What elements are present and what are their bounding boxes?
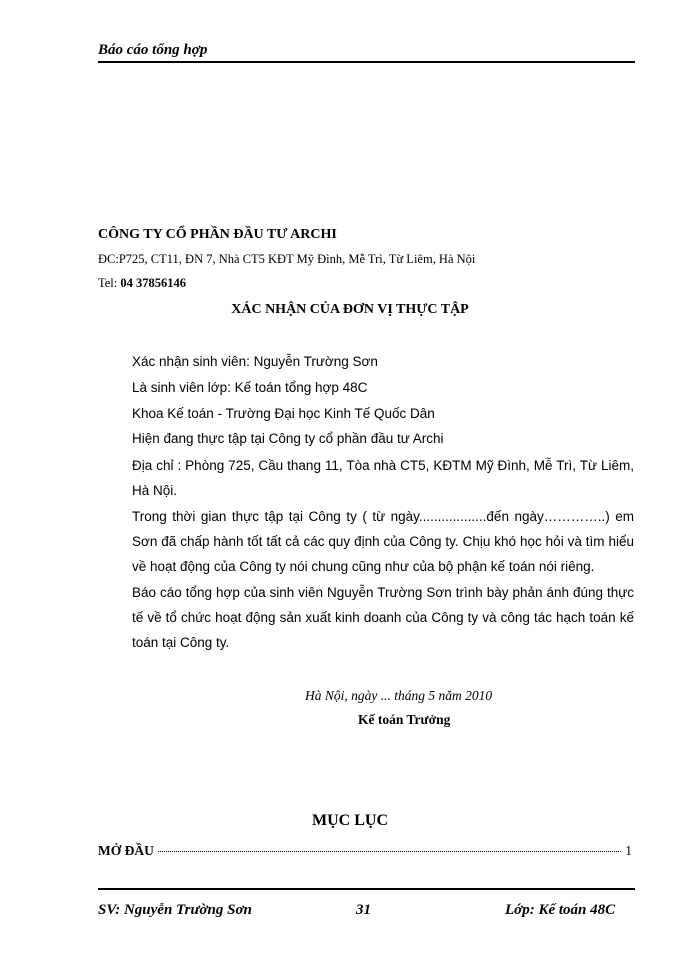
- toc-entry-page: 1: [625, 843, 632, 858]
- footer-student: SV: Nguyễn Trường Sơn: [98, 902, 252, 918]
- company-address: ĐC:P725, CT11, ĐN 7, Nhà CT5 KĐT Mỹ Đình, Mễ Trì, Từ Liêm, Hà Nội: [98, 252, 476, 266]
- signature-title: Kế toán Trưởng: [358, 712, 451, 727]
- phone-label: Tel:: [98, 276, 118, 290]
- header-rule: [98, 61, 635, 63]
- body-line-faculty: Khoa Kế toán - Trường Đại học Kinh Tế Quốc Dân: [132, 406, 435, 421]
- page-header-title: Báo cáo tổng hợp: [98, 42, 208, 58]
- document-title: XÁC NHẬN CỦA ĐƠN VỊ THỰC TẬP: [231, 302, 469, 317]
- toc-entry: [98, 843, 632, 859]
- body-paragraph-conduct: Trong thời gian thực tập tại Công ty ( từ ngày..................đến ngày…………..) em Sơn đã chấp hành tốt tất cả các quy định của Công ty. Chịu khó học hỏi và tìm hiểu về hoạt động của Công ty nói chung cũng như của bộ phận kế toán nói riêng.: [132, 509, 634, 574]
- footer-page-number: 31: [356, 902, 371, 918]
- body-line-class: Là sinh viên lớp: Kế toán tổng hợp 48C: [132, 380, 368, 395]
- body-paragraph-report: Báo cáo tổng hợp của sinh viên Nguyễn Trường Sơn trình bày phản ánh đúng thực tế về tổ chức hoạt động sản xuất kinh doanh của Công ty và công tác hạch toán kế toán tại Công ty.: [132, 585, 634, 650]
- company-name: CÔNG TY CỔ PHẦN ĐẦU TƯ ARCHI: [98, 227, 337, 242]
- body-line-student: Xác nhận sinh viên: Nguyễn Trường Sơn: [132, 354, 378, 369]
- body-line-address: Địa chỉ : Phòng 725, Cầu thang 11, Tòa nhà CT5, KĐTM Mỹ Đình, Mễ Trì, Từ Liêm, Hà Nội.: [132, 458, 634, 498]
- toc-title: MỤC LỤC: [312, 812, 388, 829]
- toc-leader-dots: [158, 851, 621, 852]
- phone-number: 04 37856146: [120, 276, 187, 290]
- footer-rule: [98, 888, 635, 890]
- toc-entry-label: MỞ ĐẦU: [98, 843, 154, 858]
- footer-class: Lớp: Kế toán 48C: [505, 902, 616, 918]
- body-line-internship: Hiện đang thực tập tại Công ty cổ phần đầu tư Archi: [132, 431, 444, 446]
- company-phone: [98, 276, 186, 291]
- signature-date: Hà Nội, ngày ... tháng 5 năm 2010: [305, 688, 493, 703]
